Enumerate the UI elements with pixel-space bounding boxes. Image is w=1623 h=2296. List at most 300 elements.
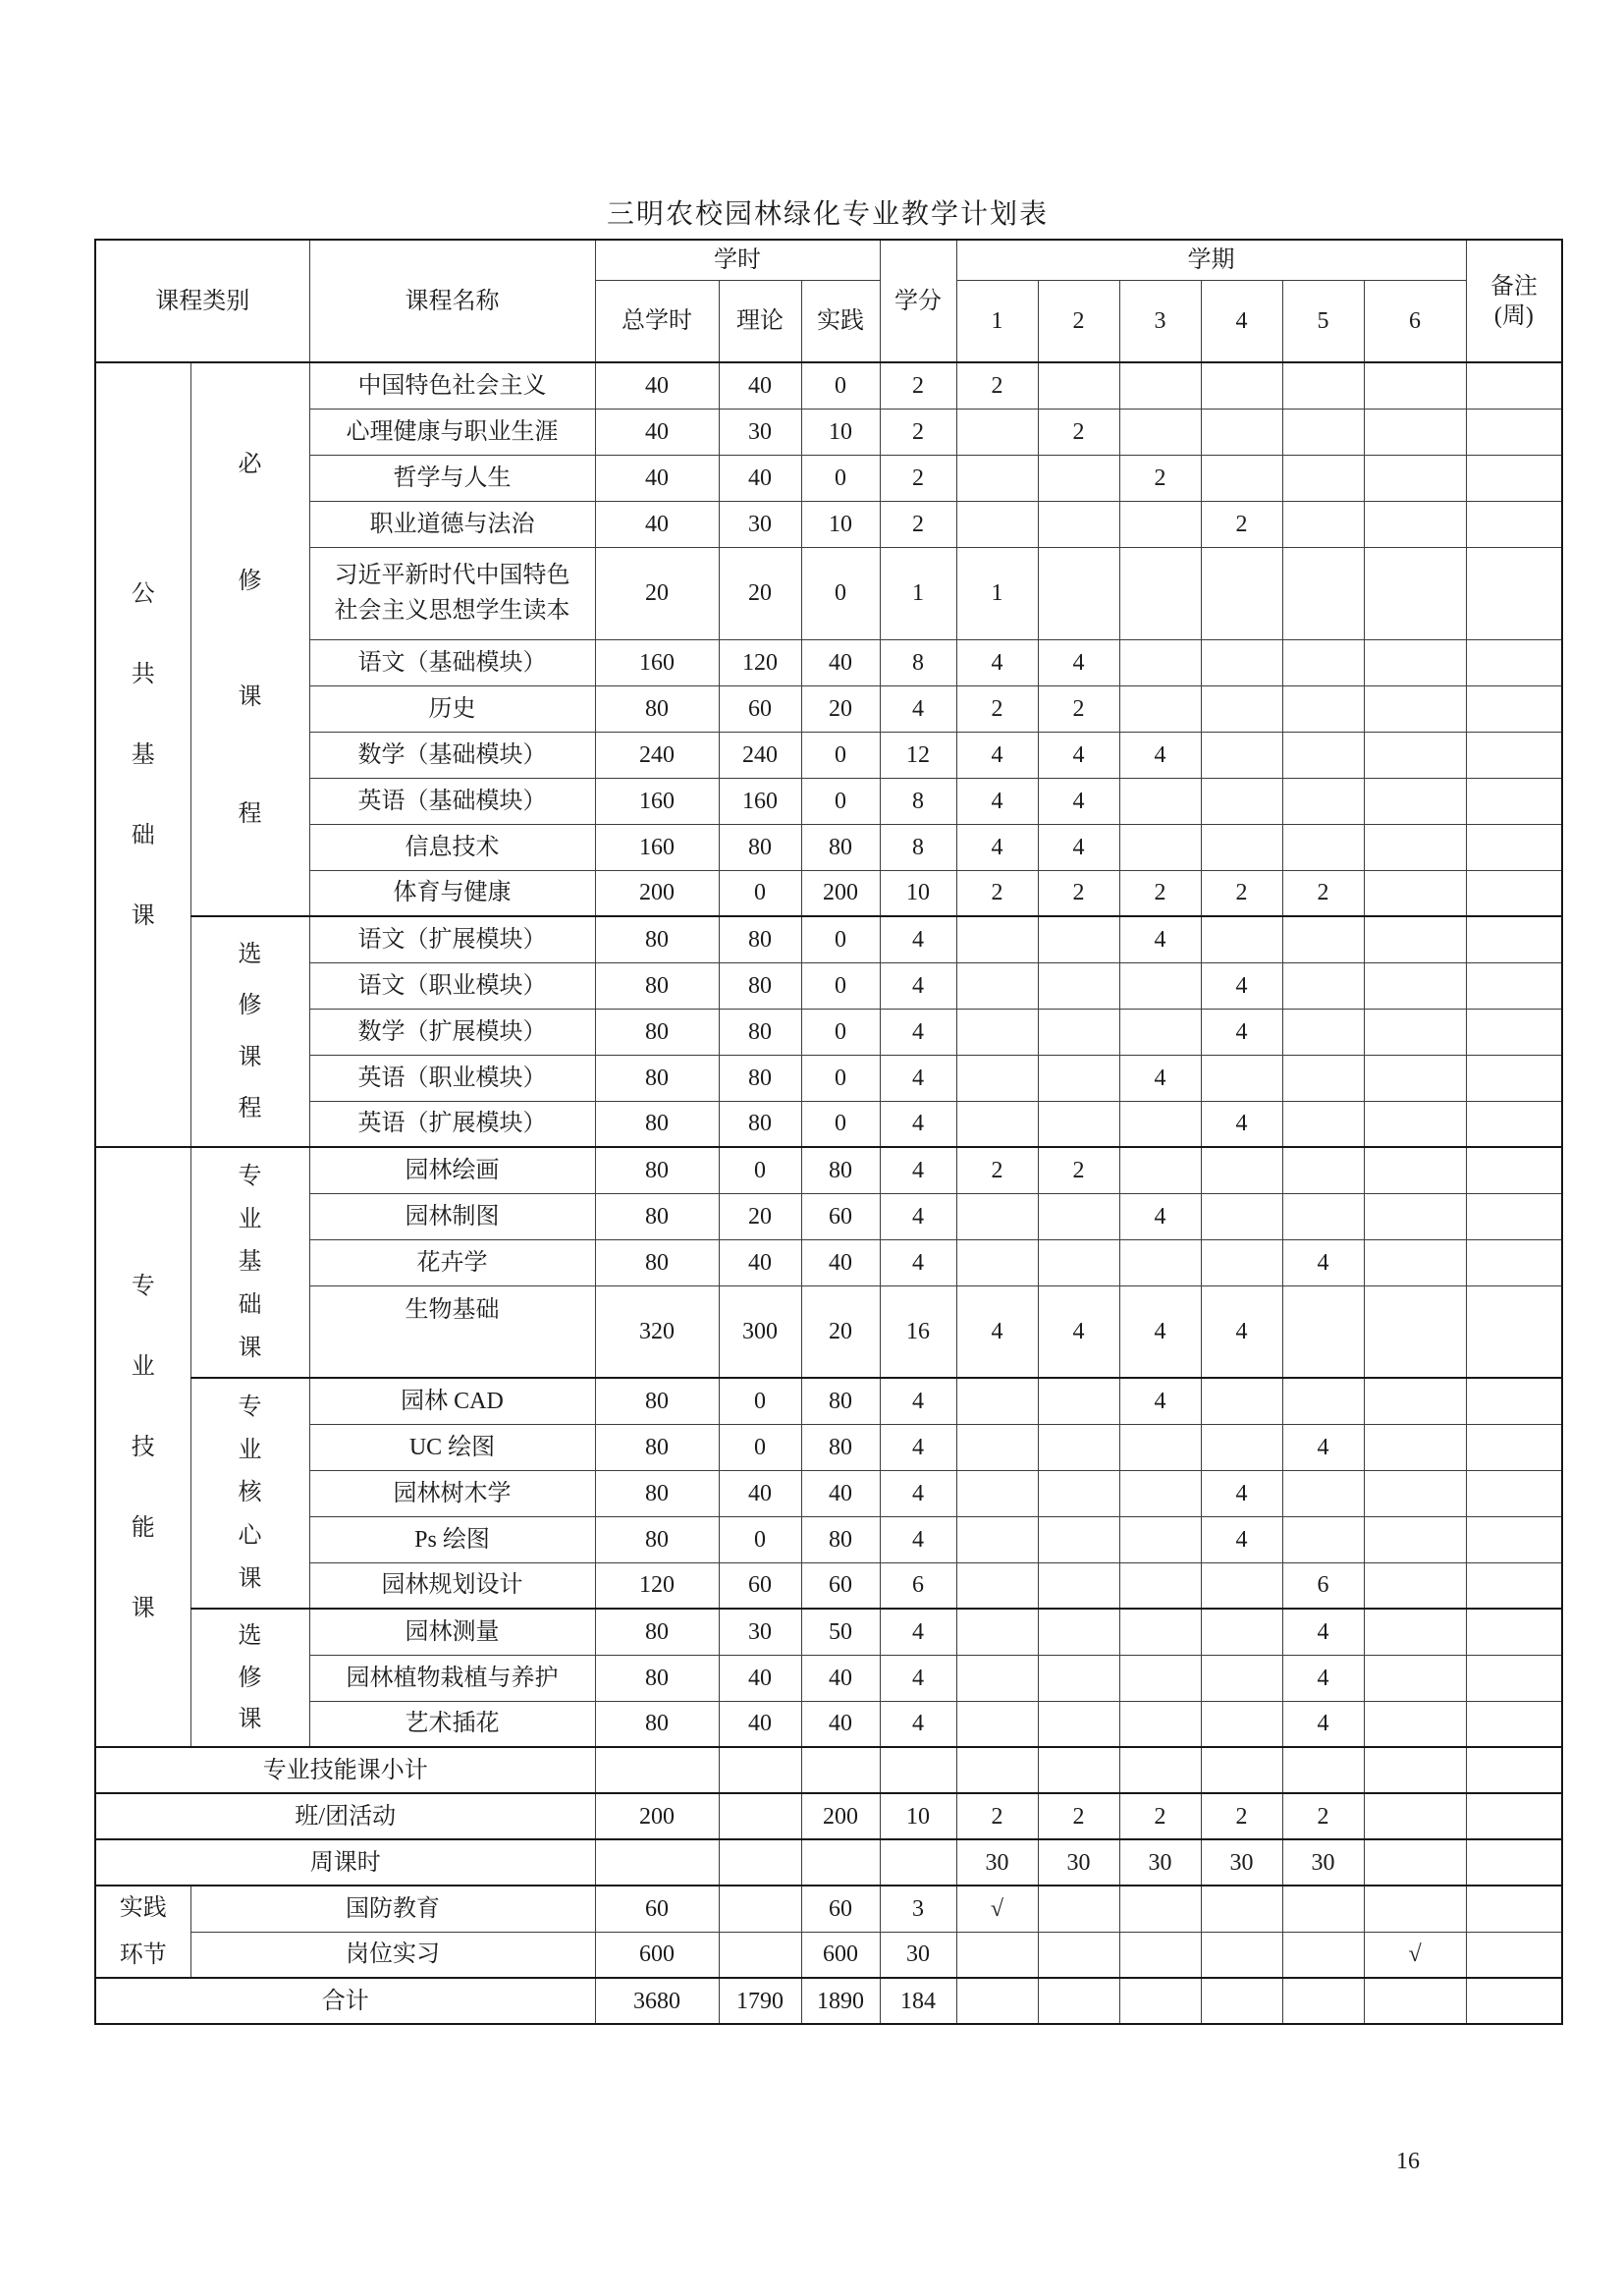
table-row <box>95 685 1562 732</box>
cell-theory: 0 <box>719 870 801 916</box>
cell-theory: 30 <box>719 409 801 455</box>
cell-sem-4 <box>1201 1562 1282 1609</box>
table-header <box>95 240 1562 362</box>
cell-total: 80 <box>595 1470 719 1516</box>
cell-credits: 4 <box>880 962 956 1009</box>
cell-sem-2 <box>1038 1378 1119 1424</box>
cell-sem-5 <box>1282 1886 1364 1932</box>
category-label-part: 专 <box>238 1163 262 1189</box>
cell-practice: 10 <box>801 409 880 455</box>
cell-sem-5 <box>1282 1470 1364 1516</box>
table-row <box>95 1009 1562 1055</box>
cell-remark <box>1466 1424 1562 1470</box>
cell-theory: 40 <box>719 1655 801 1701</box>
cell-practice: 20 <box>801 1285 880 1378</box>
cell-sem-3 <box>1119 1101 1201 1147</box>
course-name: 数学（扩展模块） <box>309 1009 595 1055</box>
cell-total: 80 <box>595 1009 719 1055</box>
cell-sem-6 <box>1364 501 1466 547</box>
cell-practice: 50 <box>801 1609 880 1655</box>
category-pro-elective <box>190 1609 309 1747</box>
cell-remark <box>1466 1609 1562 1655</box>
course-name: 园林 CAD <box>309 1378 595 1424</box>
cell-total: 60 <box>595 1886 719 1932</box>
cell-practice: 0 <box>801 1101 880 1147</box>
cell-sem-3: 2 <box>1119 870 1201 916</box>
cell-credits: 4 <box>880 685 956 732</box>
cell-sem-1 <box>956 1516 1038 1562</box>
category-label-part: 程 <box>238 1096 262 1122</box>
cell-sem-3 <box>1119 501 1201 547</box>
cell-sem-1 <box>956 916 1038 962</box>
cell-sem-4 <box>1201 1424 1282 1470</box>
cell-credits: 30 <box>880 1932 956 1978</box>
cell-sem-5 <box>1282 778 1364 824</box>
table-row <box>95 1147 1562 1193</box>
cell-sem-4 <box>1201 685 1282 732</box>
cell-sem-1 <box>956 1239 1038 1285</box>
cell-sem-4: 4 <box>1201 1470 1282 1516</box>
course-name: 班/团活动 <box>95 1793 595 1839</box>
cell-sem-1: 30 <box>956 1839 1038 1886</box>
cell-practice: 0 <box>801 547 880 639</box>
table-row <box>95 870 1562 916</box>
cell-sem-2 <box>1038 455 1119 501</box>
course-name: 生物基础 <box>309 1285 595 1378</box>
cell-theory: 80 <box>719 1009 801 1055</box>
cell-sem-1 <box>956 1655 1038 1701</box>
cell-total: 80 <box>595 1655 719 1701</box>
cell-total: 80 <box>595 1701 719 1747</box>
cell-total: 600 <box>595 1932 719 1978</box>
cell-sem-1 <box>956 1562 1038 1609</box>
cell-remark <box>1466 501 1562 547</box>
cell-sem-6 <box>1364 1747 1466 1793</box>
cell-total: 80 <box>595 1101 719 1147</box>
cell-sem-1 <box>956 455 1038 501</box>
cell-sem-4 <box>1201 1378 1282 1424</box>
cell-sem-4 <box>1201 1055 1282 1101</box>
cell-remark <box>1466 1470 1562 1516</box>
cell-practice: 40 <box>801 1655 880 1701</box>
category-label-part: 必 <box>238 452 262 478</box>
cell-sem-2: 4 <box>1038 778 1119 824</box>
course-name: 信息技术 <box>309 824 595 870</box>
header-sem-2: 2 <box>1038 280 1119 362</box>
cell-credits: 2 <box>880 362 956 409</box>
cell-sem-3 <box>1119 639 1201 685</box>
cell-sem-6 <box>1364 409 1466 455</box>
course-name: 周课时 <box>95 1839 595 1886</box>
cell-sem-1: 2 <box>956 1147 1038 1193</box>
cell-credits: 8 <box>880 639 956 685</box>
cell-practice: 60 <box>801 1193 880 1239</box>
course-name: 英语（基础模块） <box>309 778 595 824</box>
cell-practice: 0 <box>801 778 880 824</box>
cell-sem-6 <box>1364 639 1466 685</box>
cell-sem-6 <box>1364 824 1466 870</box>
cell-sem-2: 2 <box>1038 1793 1119 1839</box>
category-label-part: 基 <box>131 741 155 768</box>
cell-sem-4 <box>1201 1239 1282 1285</box>
cell-total: 80 <box>595 1378 719 1424</box>
cell-theory <box>719 1932 801 1978</box>
cell-total: 120 <box>595 1562 719 1609</box>
category-professional-skill <box>95 1147 190 1747</box>
cell-remark <box>1466 1793 1562 1839</box>
category-label-part: 专 <box>238 1394 262 1420</box>
cell-sem-2 <box>1038 1193 1119 1239</box>
cell-sem-2: 4 <box>1038 732 1119 778</box>
cell-sem-3 <box>1119 1147 1201 1193</box>
cell-sem-2: 2 <box>1038 1147 1119 1193</box>
header-course-category: 课程类别 <box>95 240 309 362</box>
cell-sem-5 <box>1282 409 1364 455</box>
table-row <box>95 455 1562 501</box>
cell-remark <box>1466 870 1562 916</box>
cell-total: 80 <box>595 962 719 1009</box>
cell-remark <box>1466 916 1562 962</box>
header-course-name: 课程名称 <box>309 240 595 362</box>
table-row <box>95 1886 1562 1932</box>
cell-practice: 200 <box>801 870 880 916</box>
cell-sem-5: 4 <box>1282 1609 1364 1655</box>
cell-credits: 4 <box>880 1470 956 1516</box>
cell-total: 40 <box>595 455 719 501</box>
cell-practice: 0 <box>801 362 880 409</box>
cell-credits: 8 <box>880 778 956 824</box>
cell-sem-2 <box>1038 1055 1119 1101</box>
cell-practice: 40 <box>801 1239 880 1285</box>
cell-theory: 0 <box>719 1378 801 1424</box>
table-row <box>95 1701 1562 1747</box>
cell-sem-2 <box>1038 501 1119 547</box>
cell-sem-3 <box>1119 1701 1201 1747</box>
cell-credits: 10 <box>880 870 956 916</box>
cell-sem-3: 2 <box>1119 455 1201 501</box>
cell-remark <box>1466 824 1562 870</box>
table-row <box>95 1516 1562 1562</box>
cell-theory: 0 <box>719 1424 801 1470</box>
cell-sem-2: 2 <box>1038 409 1119 455</box>
cell-sem-4 <box>1201 1147 1282 1193</box>
category-label-part: 能 <box>131 1514 155 1541</box>
cell-practice <box>801 1747 880 1793</box>
header-remark <box>1466 240 1562 362</box>
cell-practice: 60 <box>801 1562 880 1609</box>
cell-sem-4 <box>1201 1747 1282 1793</box>
cell-sem-4 <box>1201 1701 1282 1747</box>
cell-total: 200 <box>595 870 719 916</box>
cell-theory: 80 <box>719 962 801 1009</box>
cell-sem-3 <box>1119 409 1201 455</box>
table-row <box>95 1424 1562 1470</box>
cell-total: 80 <box>595 1239 719 1285</box>
cell-practice: 1890 <box>801 1978 880 2024</box>
table-row <box>95 362 1562 409</box>
cell-practice: 20 <box>801 685 880 732</box>
cell-sem-5 <box>1282 1147 1364 1193</box>
cell-sem-1 <box>956 962 1038 1009</box>
cell-sem-6 <box>1364 1239 1466 1285</box>
table-row <box>95 1839 1562 1886</box>
cell-sem-5: 30 <box>1282 1839 1364 1886</box>
cell-sem-4 <box>1201 1655 1282 1701</box>
cell-sem-1: 2 <box>956 1793 1038 1839</box>
cell-sem-3: 4 <box>1119 1285 1201 1378</box>
cell-sem-6 <box>1364 916 1466 962</box>
course-name: 园林绘画 <box>309 1147 595 1193</box>
cell-theory: 40 <box>719 1470 801 1516</box>
cell-sem-5 <box>1282 824 1364 870</box>
cell-practice: 0 <box>801 916 880 962</box>
cell-credits: 10 <box>880 1793 956 1839</box>
cell-remark <box>1466 1701 1562 1747</box>
cell-sem-4 <box>1201 778 1282 824</box>
category-label-part: 基 <box>238 1249 262 1276</box>
cell-sem-2 <box>1038 1609 1119 1655</box>
cell-sem-6 <box>1364 1516 1466 1562</box>
cell-theory: 80 <box>719 916 801 962</box>
cell-sem-6 <box>1364 1701 1466 1747</box>
cell-theory <box>719 1839 801 1886</box>
course-name: UC 绘图 <box>309 1424 595 1470</box>
category-public-basic <box>95 362 190 1147</box>
cell-sem-4: 4 <box>1201 1516 1282 1562</box>
course-name: 数学（基础模块） <box>309 732 595 778</box>
header-semester-group: 学期 <box>956 240 1466 280</box>
cell-sem-5 <box>1282 1378 1364 1424</box>
cell-remark <box>1466 1378 1562 1424</box>
cell-sem-1 <box>956 1101 1038 1147</box>
page-title: 三明农校园林绿化专业教学计划表 <box>606 199 1049 230</box>
cell-sem-3 <box>1119 685 1201 732</box>
cell-sem-5 <box>1282 1193 1364 1239</box>
table-row <box>95 778 1562 824</box>
cell-sem-5 <box>1282 639 1364 685</box>
category-required-courses <box>190 362 309 916</box>
course-name: 园林规划设计 <box>309 1562 595 1609</box>
cell-credits: 4 <box>880 1378 956 1424</box>
cell-credits: 4 <box>880 1516 956 1562</box>
cell-total: 240 <box>595 732 719 778</box>
category-label-part: 课 <box>131 902 155 929</box>
cell-total: 200 <box>595 1793 719 1839</box>
cell-credits: 4 <box>880 1055 956 1101</box>
cell-sem-5 <box>1282 1009 1364 1055</box>
course-name: 专业技能课小计 <box>95 1747 595 1793</box>
category-label-part: 选 <box>238 941 262 967</box>
cell-total: 80 <box>595 685 719 732</box>
teaching-plan-table <box>94 239 1563 2025</box>
cell-sem-5 <box>1282 501 1364 547</box>
cell-theory: 80 <box>719 1101 801 1147</box>
course-name: 英语（扩展模块） <box>309 1101 595 1147</box>
cell-remark <box>1466 362 1562 409</box>
cell-sem-2 <box>1038 962 1119 1009</box>
table-row <box>95 1655 1562 1701</box>
cell-sem-3 <box>1119 1609 1201 1655</box>
cell-credits: 2 <box>880 409 956 455</box>
course-name: 园林树木学 <box>309 1470 595 1516</box>
cell-sem-4: 30 <box>1201 1839 1282 1886</box>
cell-remark <box>1466 778 1562 824</box>
cell-credits: 2 <box>880 455 956 501</box>
cell-sem-5 <box>1282 732 1364 778</box>
cell-sem-6: √ <box>1364 1932 1466 1978</box>
cell-total: 20 <box>595 547 719 639</box>
cell-sem-4 <box>1201 547 1282 639</box>
cell-sem-4 <box>1201 362 1282 409</box>
cell-sem-6 <box>1364 1470 1466 1516</box>
cell-theory: 0 <box>719 1516 801 1562</box>
cell-practice: 10 <box>801 501 880 547</box>
cell-sem-2 <box>1038 547 1119 639</box>
cell-sem-3 <box>1119 1424 1201 1470</box>
category-pro-core <box>190 1378 309 1609</box>
cell-practice: 200 <box>801 1793 880 1839</box>
table-row <box>95 1239 1562 1285</box>
cell-theory: 40 <box>719 1239 801 1285</box>
cell-total <box>595 1747 719 1793</box>
category-label-part: 课 <box>238 1044 262 1070</box>
cell-sem-5: 6 <box>1282 1562 1364 1609</box>
category-practice-segment <box>95 1886 190 1978</box>
category-label-part: 课 <box>238 1566 262 1593</box>
cell-sem-6 <box>1364 732 1466 778</box>
cell-credits: 4 <box>880 1193 956 1239</box>
cell-sem-2: 30 <box>1038 1839 1119 1886</box>
cell-sem-2: 4 <box>1038 1285 1119 1378</box>
category-label-part: 业 <box>238 1437 262 1463</box>
table-row <box>95 1378 1562 1424</box>
cell-sem-3 <box>1119 1516 1201 1562</box>
cell-sem-4: 4 <box>1201 1009 1282 1055</box>
table-row <box>95 547 1562 639</box>
cell-sem-5 <box>1282 1055 1364 1101</box>
cell-sem-6 <box>1364 870 1466 916</box>
header-sem-4: 4 <box>1201 280 1282 362</box>
cell-sem-5: 4 <box>1282 1239 1364 1285</box>
cell-sem-2 <box>1038 1978 1119 2024</box>
cell-practice: 0 <box>801 455 880 501</box>
cell-theory <box>719 1886 801 1932</box>
cell-sem-1 <box>956 1609 1038 1655</box>
cell-sem-2 <box>1038 1101 1119 1147</box>
plan-table-body <box>95 362 1562 2024</box>
cell-sem-4 <box>1201 455 1282 501</box>
cell-sem-2: 2 <box>1038 870 1119 916</box>
course-name: Ps 绘图 <box>309 1516 595 1562</box>
table-row <box>95 409 1562 455</box>
category-label-part: 础 <box>131 822 155 848</box>
cell-sem-5 <box>1282 1101 1364 1147</box>
category-label-part: 程 <box>238 800 262 827</box>
header-hours-group: 学时 <box>595 240 880 280</box>
cell-total: 40 <box>595 409 719 455</box>
header-remark-line2: (周) <box>1493 302 1534 329</box>
course-name: 艺术插花 <box>309 1701 595 1747</box>
cell-sem-5 <box>1282 455 1364 501</box>
cell-sem-4 <box>1201 1886 1282 1932</box>
cell-theory: 240 <box>719 732 801 778</box>
cell-theory: 30 <box>719 501 801 547</box>
cell-sem-3 <box>1119 1886 1201 1932</box>
cell-sem-6 <box>1364 1655 1466 1701</box>
cell-remark <box>1466 455 1562 501</box>
cell-sem-5: 4 <box>1282 1424 1364 1470</box>
course-name-line: 习近平新时代中国特色 <box>334 563 570 588</box>
cell-sem-2 <box>1038 1424 1119 1470</box>
cell-sem-6 <box>1364 1009 1466 1055</box>
table-row <box>95 824 1562 870</box>
cell-credits: 6 <box>880 1562 956 1609</box>
cell-total: 320 <box>595 1285 719 1378</box>
cell-sem-1: 2 <box>956 870 1038 916</box>
course-name: 语文（基础模块） <box>309 639 595 685</box>
cell-sem-1 <box>956 1055 1038 1101</box>
course-name: 语文（职业模块） <box>309 962 595 1009</box>
cell-credits: 16 <box>880 1285 956 1378</box>
cell-credits: 4 <box>880 1147 956 1193</box>
cell-credits: 4 <box>880 1609 956 1655</box>
category-label-part: 选 <box>238 1623 262 1650</box>
cell-sem-4 <box>1201 409 1282 455</box>
cell-sem-6 <box>1364 1147 1466 1193</box>
cell-theory: 0 <box>719 1147 801 1193</box>
table-row <box>95 1055 1562 1101</box>
cell-remark <box>1466 1886 1562 1932</box>
cell-practice: 80 <box>801 824 880 870</box>
cell-sem-3 <box>1119 778 1201 824</box>
course-name: 国防教育 <box>190 1886 595 1932</box>
course-name <box>309 547 595 639</box>
table-row <box>95 916 1562 962</box>
cell-sem-1: 4 <box>956 1285 1038 1378</box>
cell-sem-2 <box>1038 1932 1119 1978</box>
course-name: 体育与健康 <box>309 870 595 916</box>
cell-practice: 80 <box>801 1424 880 1470</box>
cell-sem-6 <box>1364 1285 1466 1378</box>
table-row <box>95 1285 1562 1378</box>
cell-sem-4: 4 <box>1201 1101 1282 1147</box>
cell-sem-3 <box>1119 1470 1201 1516</box>
cell-sem-2 <box>1038 1562 1119 1609</box>
cell-sem-4: 2 <box>1201 1793 1282 1839</box>
cell-remark <box>1466 1978 1562 2024</box>
cell-sem-1 <box>956 1424 1038 1470</box>
course-name: 英语（职业模块） <box>309 1055 595 1101</box>
cell-sem-5: 4 <box>1282 1701 1364 1747</box>
cell-sem-4: 4 <box>1201 1285 1282 1378</box>
cell-theory: 40 <box>719 1701 801 1747</box>
category-label-part: 心 <box>238 1523 262 1550</box>
header-sem-6: 6 <box>1364 280 1466 362</box>
cell-total: 160 <box>595 824 719 870</box>
cell-theory: 40 <box>719 455 801 501</box>
cell-sem-6 <box>1364 1886 1466 1932</box>
cell-theory: 30 <box>719 1609 801 1655</box>
cell-sem-2: 4 <box>1038 824 1119 870</box>
cell-practice: 80 <box>801 1147 880 1193</box>
header-credits: 学分 <box>880 240 956 362</box>
cell-total: 40 <box>595 362 719 409</box>
cell-practice: 0 <box>801 1009 880 1055</box>
cell-sem-4 <box>1201 1609 1282 1655</box>
cell-practice: 0 <box>801 962 880 1009</box>
cell-sem-1: 4 <box>956 639 1038 685</box>
cell-sem-5: 2 <box>1282 1793 1364 1839</box>
